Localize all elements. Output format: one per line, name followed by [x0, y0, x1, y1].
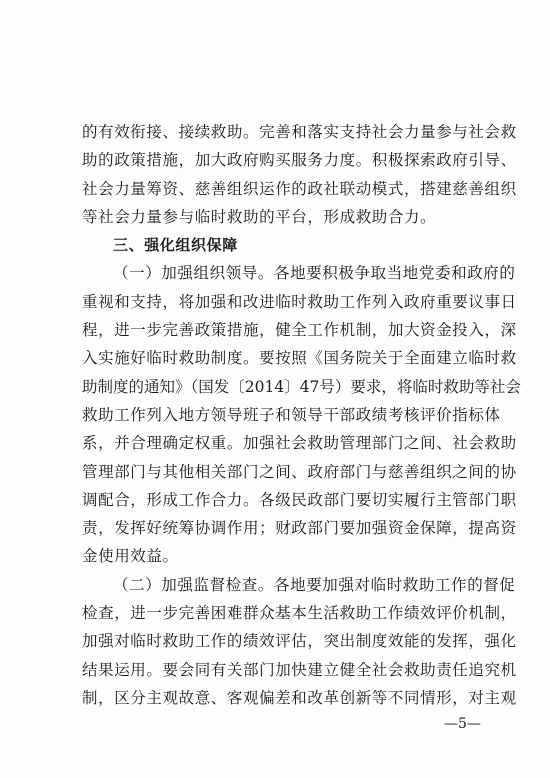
paragraph-line: 救助工作列入地方领导班子和领导干部政绩考核评价指标体 — [82, 405, 501, 424]
paragraph-line: 金使用效益。 — [82, 547, 179, 566]
paragraph-line: 助制度的通知》（国发〔2014〕47号）要求，将临时救助等社会 — [82, 377, 521, 396]
paragraph-line: （二）加强监督检查。各地要加强对临时救助工作的督促 — [113, 575, 516, 594]
paragraph-line: 调配合，形成工作合力。各级民政部门要切实履行主管部门职 — [82, 490, 517, 509]
paragraph-line: （一）加强组织领导。各地要积极争取当地党委和政府的 — [113, 264, 516, 283]
paragraph-line: 系，并合理确定权重。加强社会救助管理部门之间、社会救助 — [82, 434, 517, 453]
paragraph-line: 助的政策措施，加大政府购买服务力度。积极探索政府引导、 — [82, 151, 517, 170]
paragraph-line: 责，发挥好统筹协调作用；财政部门要加强资金保障，提高资 — [82, 519, 517, 538]
paragraph-line: 制，区分主观故意、客观偏差和改革创新等不同情形，对主观 — [82, 688, 517, 707]
paragraph-line: 加强对临时救助工作的绩效评估，突出制度效能的发挥，强化 — [82, 632, 517, 651]
section-heading: 三、强化组织保障 — [113, 236, 238, 255]
paragraph-line: 等社会力量参与临时救助的平台，形成救助合力。 — [82, 207, 437, 226]
paragraph-line: 程，进一步完善政策措施，健全工作机制，加大资金投入，深 — [82, 321, 517, 340]
paragraph-line: 管理部门与其他相关部门之间、政府部门与慈善组织之间的协 — [82, 462, 517, 481]
paragraph-line: 的有效衔接、接续救助。完善和落实支持社会力量参与社会救 — [82, 123, 517, 141]
body-text — [82, 118, 521, 712]
paragraph-line: 检查，进一步完善困难群众基本生活救助工作绩效评价机制， — [82, 604, 517, 623]
paragraph-line: 入实施好临时救助制度。要按照《国务院关于全面建立临时救 — [82, 349, 517, 368]
paragraph-line: 社会力量筹资、慈善组织运作的政社联动模式，搭建慈善组织 — [82, 179, 517, 198]
paragraph-line: 重视和支持，将加强和改进临时救助工作列入政府重要议事日 — [82, 292, 517, 311]
paragraph-line: 结果运用。要会同有关部门加快建立健全社会救助责任追究机 — [82, 660, 517, 679]
page-number: —5— — [444, 716, 481, 732]
